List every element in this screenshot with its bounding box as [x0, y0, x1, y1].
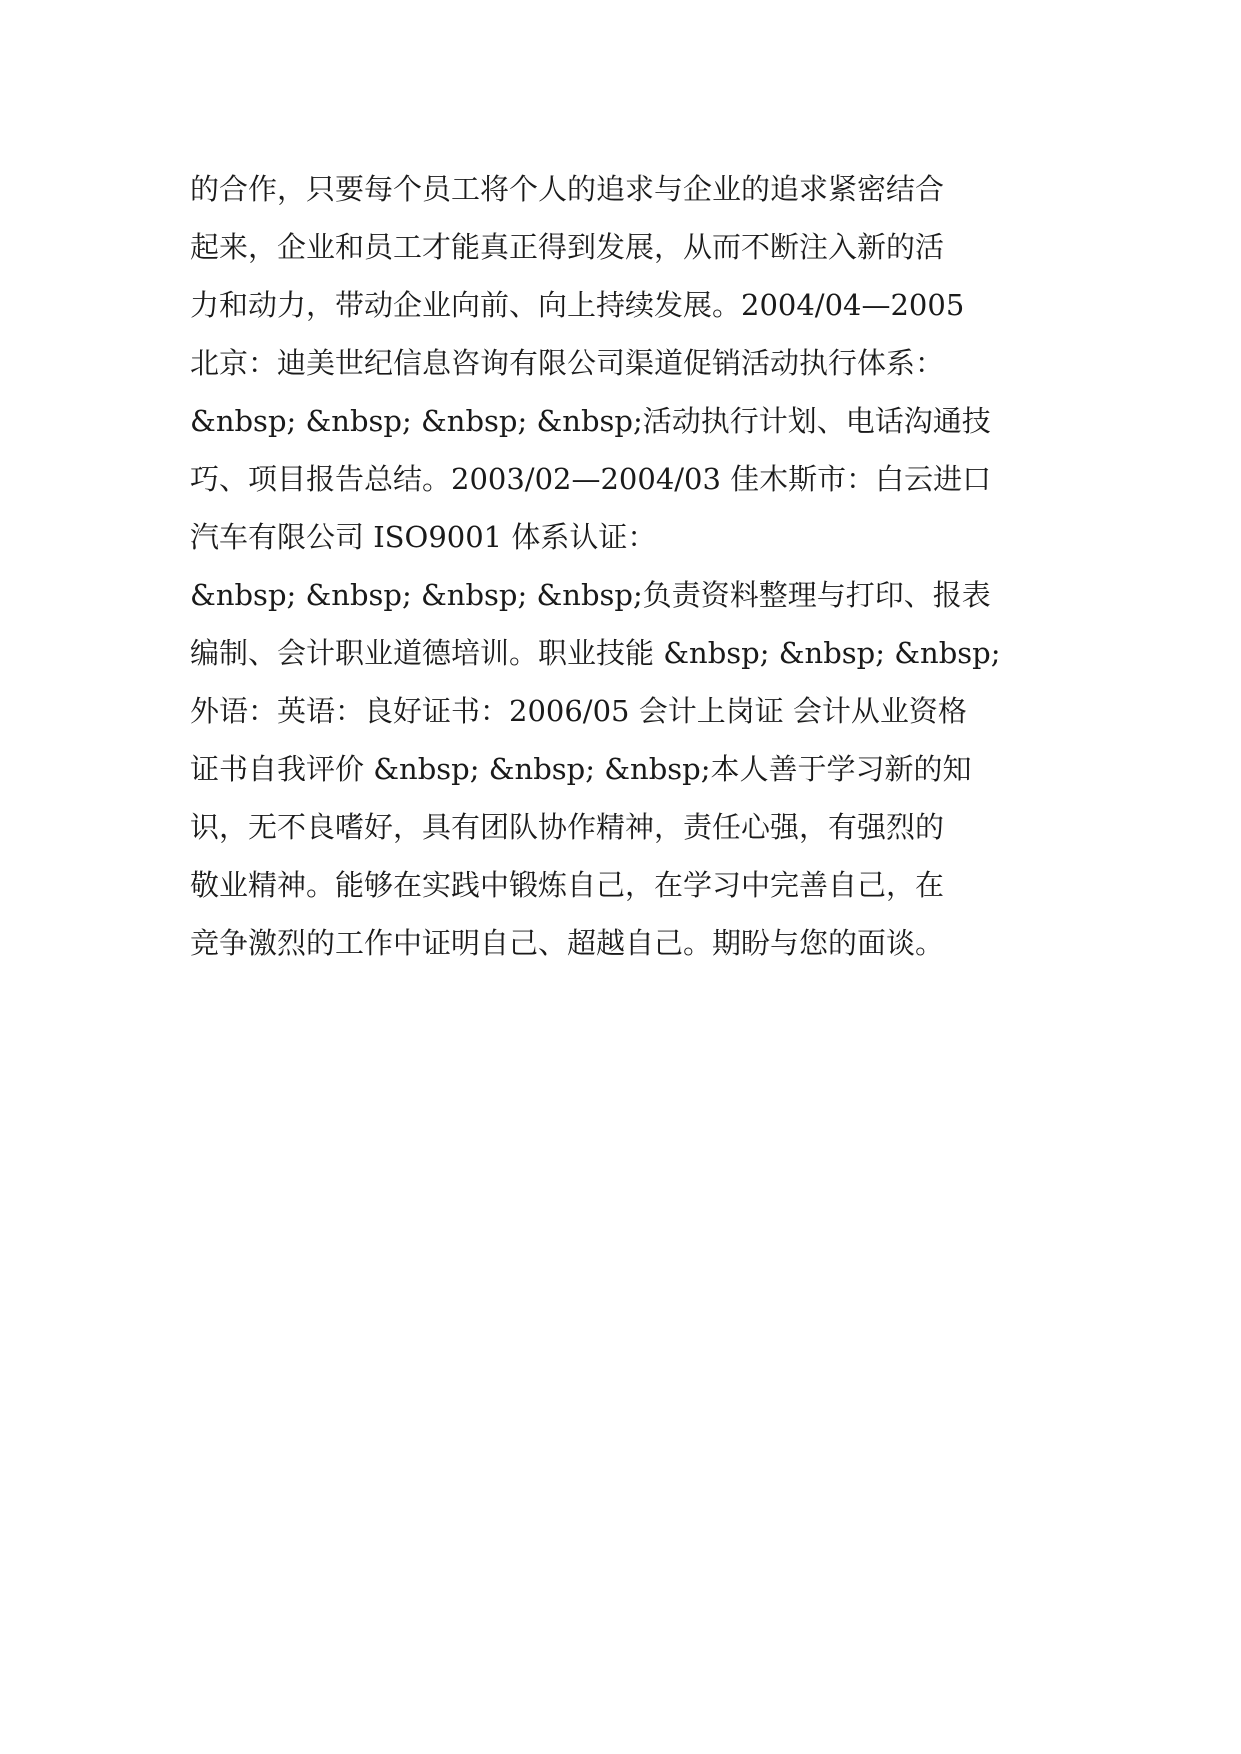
- text-line: 竞争激烈的工作中证明自己、超越自己。期盼与您的面谈。: [190, 926, 945, 960]
- text-line: 力和动力，带动企业向前、向上持续发展。2004/04—2005: [190, 288, 965, 322]
- text-line: &nbsp; &nbsp; &nbsp; &nbsp;负责资料整理与打印、报表: [190, 578, 991, 612]
- text-line: 敬业精神。能够在实践中锻炼自己，在学习中完善自己，在: [190, 868, 945, 902]
- text-line: 识，无不良嗜好，具有团队协作精神，责任心强，有强烈的: [190, 810, 945, 844]
- text-line: 证书自我评价 &nbsp; &nbsp; &nbsp;本人善于学习新的知: [190, 752, 972, 786]
- text-line: 起来，企业和员工才能真正得到发展，从而不断注入新的活: [190, 230, 945, 264]
- text-line: 外语：英语：良好证书：2006/05 会计上岗证 会计从业资格: [190, 694, 967, 728]
- text-line: 的合作，只要每个员工将个人的追求与企业的追求紧密结合: [190, 172, 945, 206]
- text-line: &nbsp; &nbsp; &nbsp; &nbsp;活动执行计划、电话沟通技: [190, 404, 991, 438]
- text-line: 巧、项目报告总结。2003/02—2004/03 佳木斯市：白云进口: [190, 462, 992, 496]
- text-line: 北京：迪美世纪信息咨询有限公司渠道促销活动执行体系：: [190, 346, 945, 380]
- body-paragraph: [190, 160, 1070, 972]
- text-line: 编制、会计职业道德培训。职业技能 &nbsp; &nbsp; &nbsp;: [190, 636, 1001, 670]
- text-line: 汽车有限公司 ISO9001 体系认证：: [190, 520, 657, 554]
